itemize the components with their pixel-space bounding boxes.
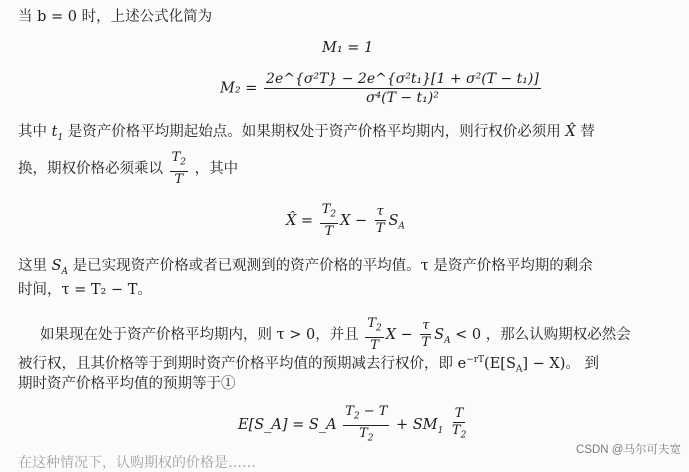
equation-xhat: X̂ = $\frac{T_2}{T}$ X − $\frac{\tau}{T}$ $S_A$: [286, 202, 405, 239]
text-line-4: 这里 $S_A$ 是已实现资产价格或者已观测到的资产价格的平均值。τ 是资产价格平均期的剩余: [18, 258, 593, 277]
text-line-3: 换，期权价格必须乘以 $\frac{T_2}{T}$ ，其中: [18, 150, 239, 187]
text-line-8: 期时资产价格平均值的预期等于①: [18, 376, 236, 392]
equation-m1: M₁ = 1: [322, 40, 374, 56]
text-line-1: 当 b = 0 时，上述公式化简为: [18, 9, 213, 25]
equation-expectation: E[S_A] = S_A $\frac{T_2 - T}{T_2}$ + $SM_1$ $\frac{T}{T_2}$: [238, 404, 467, 444]
equation-m2: M₂ = $\frac{\text{2e\textasciicircum{}\{σ²T\} − 2e\textasciicircum{}\{σ²t₁\}[1 + σ²(T − t₁)]}}{\text{σ⁴(T − t₁)²}}$: [220, 71, 539, 106]
text-line-7: 被行权，且其价格等于到期时资产价格平均值的预期减去行权价，即 $e^{-rT}(E[S_A] - X)$。 到: [18, 355, 600, 375]
text-line-2: 其中 $t_1$ 是资产价格平均期起始点。如果期权处于资产价格平均期内，则行权价必须用 X̂ 替: [18, 124, 595, 143]
text-line-5: 时间，τ = T₂ − T。: [18, 282, 152, 298]
cut-off-line: 在这种情况下，认购期权的价格是……: [18, 455, 256, 471]
text-line-6: 如果现在处于资产价格平均期内，则 τ > 0，并且 $\frac{T_2}{T}$ X − $\frac{\tau}{T}$ $S_A < 0$ ，那么认购期权必然会: [40, 316, 631, 353]
csdn-watermark: CSDN @马尔可夫宽: [576, 444, 681, 456]
m2-fraction: $\frac{\text{2e\textasciicircum{}\{σ²T\} − 2e\textasciicircum{}\{σ²t₁\}[1 + σ²(T − t₁)]}}{\text{σ⁴(T − t₁)²}}$: [266, 71, 539, 106]
t2-over-t-fraction: $\frac{T_2}{T}$: [171, 150, 187, 187]
